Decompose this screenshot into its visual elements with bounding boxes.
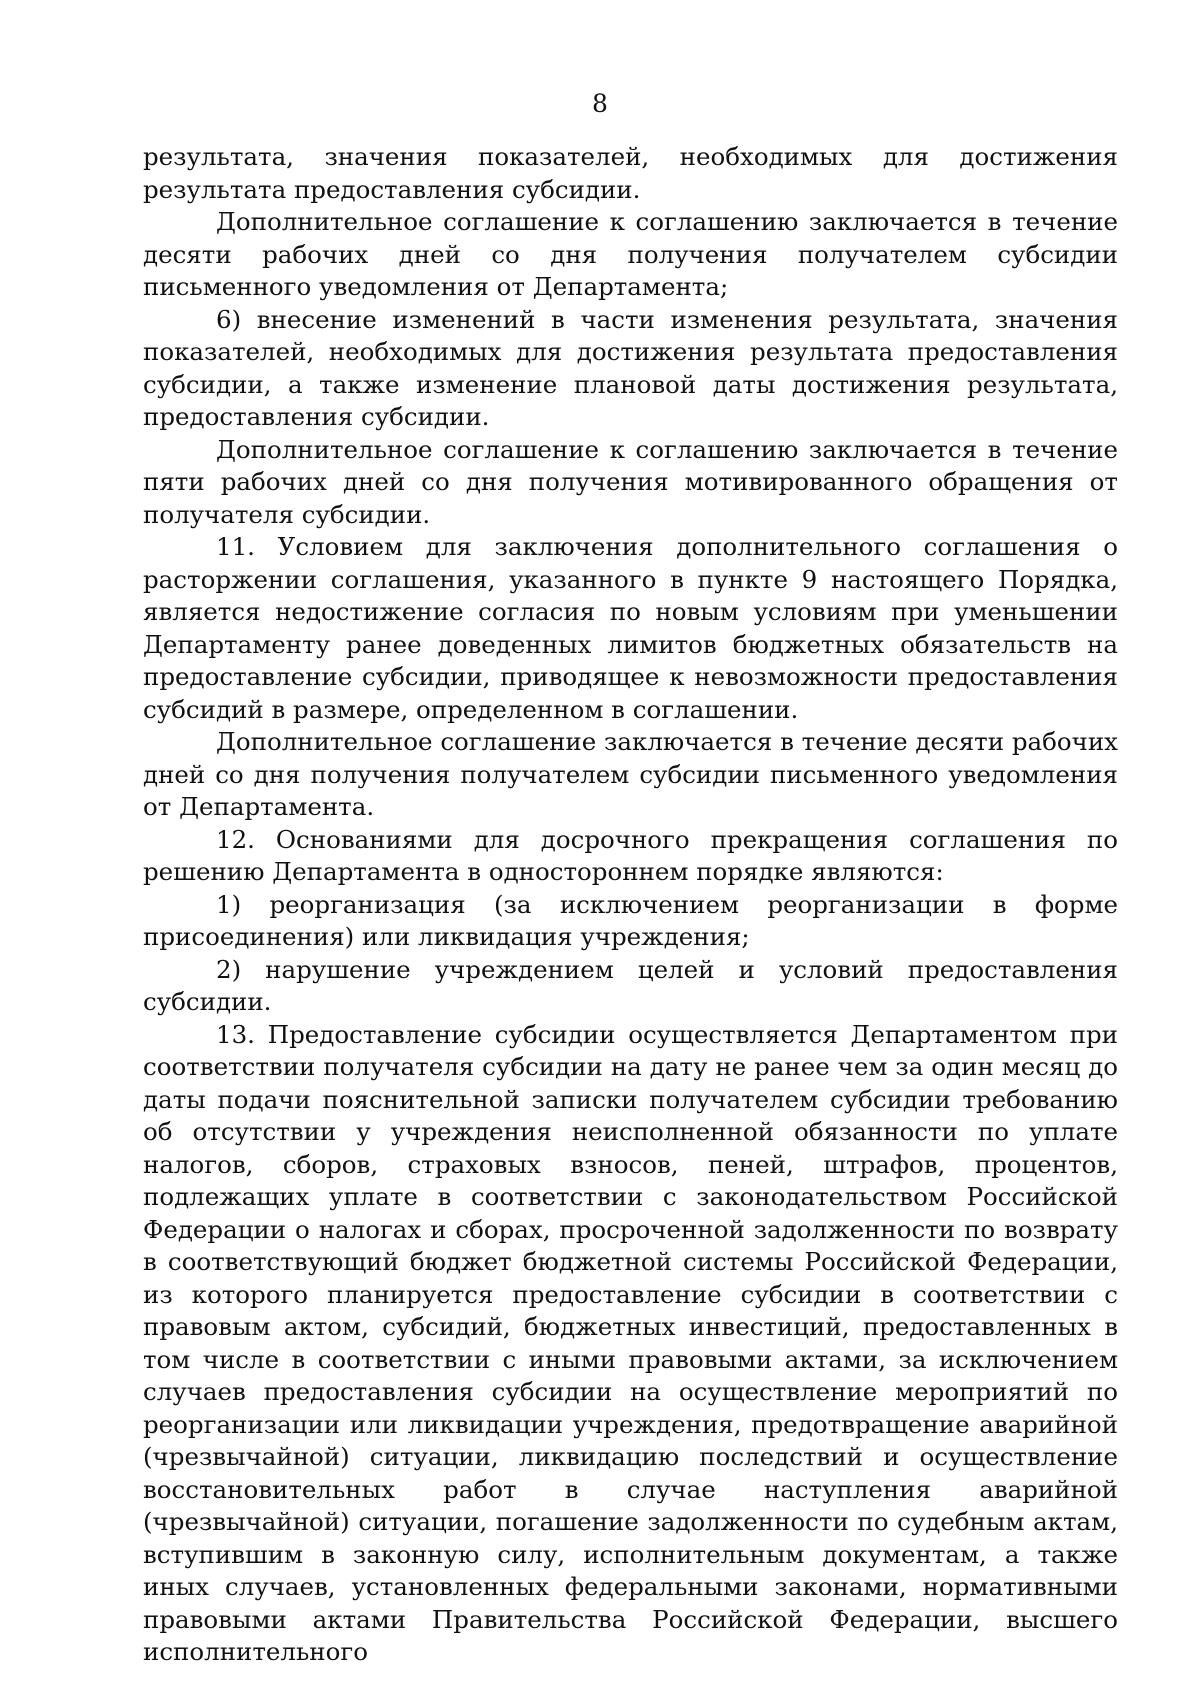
paragraph: 12. Основаниями для досрочного прекращения соглашения по решению Департамента в одностороннем порядке являются:	[143, 824, 1118, 886]
paragraph: 1) реорганизация (за исключением реорганизации в форме присоединения) или ликвидация учреждения;	[143, 889, 1118, 951]
paragraph: Дополнительное соглашение к соглашению заключается в течение пяти рабочих дней со дня получения мотивированного обращения от получателя субсидии.	[143, 434, 1118, 529]
paragraph: 13. Предоставление субсидии осуществляется Департаментом при соответствии получателя субсидии на дату не ранее чем за один месяц до даты подачи пояснительной записки получателем субсидии требованию об отсутствии у учреждения неисполненной обязанности по уплате налогов, сборов, страховых взносов, пеней, штрафов, процентов, подлежащих уплате в соответствии с законодательством Российской Федерации о налогах и сборах, просроченной задолженности по возврату в соответствующий бюджет бюджетной системы Российской Федерации, из которого планируется предоставление субсидии в соответствии с правовым актом, субсидий, бюджетных инвестиций, предоставленных в том числе в соответствии с иными правовыми актами, за исключением случаев предоставления субсидии на осуществление мероприятий по реорганизации или ликвидации учреждения, предотвращение аварийной (чрезвычайной) ситуации, ликвидацию последствий и осуществление восстановительных работ в случае наступления аварийной (чрезвычайной) ситуации, погашение задолженности по судебным актам, вступившим в законную силу, исполнительным документам, а также иных случаев, установленных федеральными законами, нормативными правовыми актами Правительства Российской Федерации, высшего исполнительного	[143, 1019, 1118, 1666]
document-body	[143, 141, 1118, 1669]
paragraph: 11. Условием для заключения дополнительного соглашения о расторжении соглашения, указанного в пункте 9 настоящего Порядка, является недостижение согласия по новым условиям при уменьшении Департаменту ранее доведенных лимитов бюджетных обязательств на предоставление субсидии, приводящее к невозможности предоставления субсидий в размере, определенном в соглашении.	[143, 532, 1118, 724]
paragraph: Дополнительное соглашение к соглашению заключается в течение десяти рабочих дней со дня получения получателем субсидии письменного уведомления от Департамента;	[143, 207, 1118, 301]
page-number: 8	[592, 89, 608, 118]
paragraph: результата, значения показателей, необходимых для достижения результата предоставления субсидии.	[143, 142, 1118, 204]
paragraph: Дополнительное соглашение заключается в течение десяти рабочих дней со дня получения получателем субсидии письменного уведомления от Департамента.	[143, 727, 1118, 821]
paragraph: 2) нарушение учреждением целей и условий предоставления субсидии.	[143, 954, 1118, 1016]
paragraph: 6) внесение изменений в части изменения результата, значения показателей, необходимых для достижения результата предоставления субсидии, а также изменение плановой даты достижения результата, предоставления субсидии.	[143, 304, 1118, 431]
